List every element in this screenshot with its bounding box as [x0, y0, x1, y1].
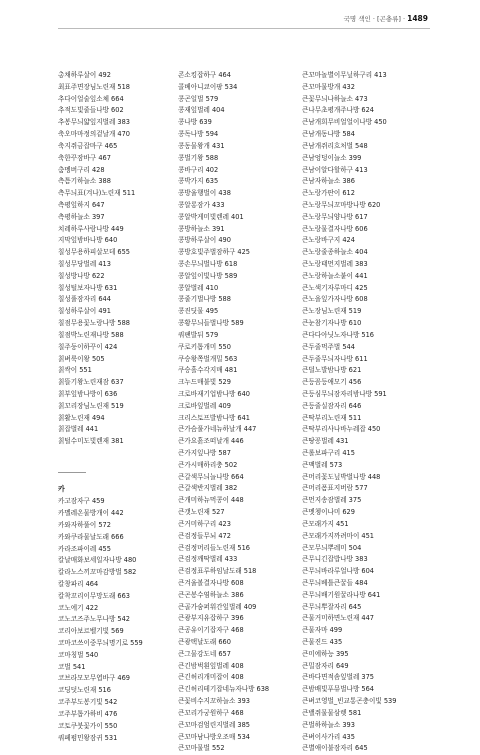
index-entry: 칡털수미도빛렌재 381 — [58, 437, 124, 446]
index-entry: 큰남개희무비얼얼이나방 450 — [302, 118, 387, 127]
index-entry: 콩알벌레 410 — [178, 283, 219, 292]
index-entry: 코마칭벌 540 — [58, 650, 99, 659]
index-entry: 칡꼬리장님노린재 519 — [58, 401, 124, 410]
header-text: 국명 색인 · [곤충류] · — [343, 15, 406, 23]
index-entry: 추다이얼술잎소체 664 — [58, 94, 124, 103]
index-entry: 콩황무늬들벌나방 589 — [178, 319, 244, 328]
index-entry: 큰미에하능 395 — [302, 649, 349, 658]
section-letter: 카 — [58, 485, 65, 494]
index-entry: 카고잠자구 459 — [58, 497, 105, 506]
index-entry: 큰별애이불잠자리 645 — [302, 744, 368, 753]
index-entry: 큰눈참기자나방 610 — [302, 319, 362, 328]
index-entry: 큰물진드 435 — [302, 638, 343, 646]
index-entry: 큰가지잎나방 587 — [178, 449, 231, 457]
index-entry: 큰등심무늬잠자리밤나방 591 — [302, 389, 387, 398]
index-entry: 측틈기하늘소 388 — [58, 177, 111, 186]
index-entry: 큰노색기자루마디 425 — [302, 283, 368, 292]
index-entry: 콩벌기왕 588 — [178, 153, 219, 162]
index-entry: 큰갈색무늬늘나방 664 — [178, 472, 244, 481]
index-entry: 큰노랑하늘소붙이 441 — [302, 271, 368, 280]
index-entry: 크누드매불빛 529 — [178, 378, 231, 387]
index-entry: 코주부도봉기빛 542 — [58, 698, 118, 707]
index-entry: 콩바구리 402 — [178, 165, 219, 174]
index-entry: 콩알잎이빛나방 589 — [178, 271, 238, 280]
index-entry: 콩방호빛주벌잠하구 425 — [178, 248, 251, 257]
index-entry: 콩알박게미빛렌레 401 — [178, 212, 244, 221]
index-entry: 큰모래가지 451 — [302, 519, 349, 528]
index-entry: 총채하루살이 492 — [58, 71, 111, 79]
index-entry: 칼날매화보세일자나방 480 — [58, 556, 137, 565]
section-gap — [58, 473, 178, 485]
index-entry: 큰가슴풀가네뉴하날개 447 — [178, 425, 257, 434]
index-entry: 콩곤일벌 579 — [178, 94, 219, 103]
index-entry: 큰긴허리테기잡네뉴자나방 638 — [178, 685, 270, 694]
index-entry: 큰노랑줄종하늘소 404 — [302, 248, 368, 257]
index-entry: 큰모무늬뿌레미 504 — [302, 543, 362, 552]
index-entry: 큰가요흙조떠날개 446 — [178, 437, 244, 446]
section-gap — [58, 448, 178, 460]
index-entry: 최표주면장님노린재 518 — [58, 82, 131, 91]
index-entry: 칡잡벌레 441 — [58, 425, 99, 434]
index-entry: 측평잎하지 647 — [58, 200, 105, 209]
index-entry: 칠점박노린재나방 588 — [58, 330, 124, 339]
index-entry: 칠성무용하피살모데 655 — [58, 248, 131, 257]
index-column-2 — [178, 70, 298, 755]
index-entry: 큰노랑태먼지벌레 383 — [302, 260, 368, 268]
section-gap — [58, 460, 178, 472]
index-entry: 큰먼지송잠벌레 375 — [302, 496, 362, 505]
index-entry: 큰검정들무뇌 472 — [178, 531, 231, 540]
index-entry: 큰물거미하면노린재 447 — [302, 614, 375, 623]
index-entry: 큰딱부리노린재 511 — [302, 413, 362, 422]
index-column-3 — [302, 70, 422, 755]
index-entry: 큰밀잠자리 649 — [302, 661, 349, 670]
index-entry: 큰공유이기잡자구 468 — [178, 626, 244, 635]
index-entry: 큰검정깨딱벌레 433 — [178, 555, 238, 564]
index-entry: 축오마마정의겉날개 470 — [58, 130, 131, 139]
page-number: 1489 — [407, 14, 428, 23]
index-entry: 큰남개동나방 584 — [302, 130, 355, 139]
index-entry: 큰남엉덩이늘소 399 — [302, 153, 362, 162]
index-entry: 큰남자하늘소 386 — [302, 177, 355, 186]
index-entry: 코벌 541 — [58, 662, 86, 671]
index-entry: 큰두줄먹주벌 544 — [302, 342, 355, 351]
index-entry: 큰두줄무늬자나방 611 — [302, 354, 368, 363]
index-entry: 크리스토프발밤나방 641 — [178, 413, 251, 422]
index-entry: 큰벼이사가리 435 — [302, 732, 355, 741]
index-entry: 콜베아니쿄이팡 534 — [178, 82, 238, 91]
index-entry: 칠성하루살이 491 — [58, 307, 111, 316]
index-entry: 칼착꼬리이무망도래 663 — [58, 591, 131, 600]
index-entry: 큰노랑바구지 424 — [302, 236, 355, 245]
index-entry: 큰머리폼표지버람 577 — [302, 484, 368, 493]
index-entry: 칠성무당벌레 413 — [58, 260, 111, 268]
index-entry: 콩진딧물 495 — [178, 307, 219, 316]
index-entry: 칡뜰기왕노린재잠 637 — [58, 378, 124, 387]
index-entry: 코브라모모무엽바구 469 — [58, 674, 131, 683]
index-entry: 큰등줄실잠자리 646 — [302, 401, 362, 410]
index-entry: 큰남이알다할하구 413 — [302, 165, 368, 174]
index-entry: 칡벼룩이왕 505 — [58, 354, 105, 363]
index-entry: 큰무늬배기원꿀라나방 641 — [302, 590, 381, 599]
index-entry: 큰꼬마검엄린지벌레 385 — [178, 720, 251, 729]
index-entry: 코딩덧노린재 516 — [58, 686, 111, 695]
index-entry: 쿠승왕쪽벌개밀 563 — [178, 354, 238, 363]
index-entry: 큰꼬마물방개 432 — [302, 82, 355, 91]
index-entry: 큰노랑무늬꼬마방나방 620 — [302, 200, 381, 209]
index-entry: 큰거미하구리 423 — [178, 519, 231, 528]
index-entry: 큰골가숨퍼워간잎벌레 409 — [178, 602, 257, 611]
index-entry: 큰딱부리사나바누레잡 450 — [302, 425, 381, 434]
index-entry: 큰멧쳉이나미 629 — [302, 508, 355, 517]
index-entry: 측무늬표(겨나)노린재 511 — [58, 189, 136, 198]
index-entry: 축한꾸잠바구 467 — [58, 153, 111, 162]
index-entry: 큰검정머리들노린재 516 — [178, 543, 251, 552]
index-entry: 큰벌하하늘소 393 — [302, 720, 355, 729]
index-entry: 카멜레온물방개이 442 — [58, 509, 124, 518]
index-entry: 코노코즈주노무나방 542 — [58, 615, 131, 624]
index-entry: 콩독나방 594 — [178, 130, 219, 139]
index-entry: 지막잎밤바나방 640 — [58, 236, 118, 245]
index-entry: 큰무늬바라루얼나방 604 — [302, 567, 375, 576]
index-entry: 코토쿠붓꽃가이 550 — [58, 721, 118, 730]
index-entry: 큰남개쥐리흐처벌 548 — [302, 141, 368, 150]
index-entry: 쿼페펌민왕잠귀 531 — [58, 733, 118, 742]
index-entry: 콩방하루살이 490 — [178, 236, 231, 245]
index-entry: 측평하늘소 397 — [58, 212, 105, 221]
index-entry: 큰맥벌레 573 — [302, 460, 343, 469]
index-entry: 코리아보르벨기빛 569 — [58, 627, 124, 636]
index-entry: 칠점무용꽃노랑나방 588 — [58, 319, 131, 328]
index-entry: 축지쥐금잡마구 465 — [58, 141, 118, 150]
index-entry: 큰겨울볼결자나방 608 — [178, 578, 244, 587]
index-entry: 큰광부지유잡하구 396 — [178, 614, 244, 623]
index-entry: 큰밤배빛푸뮤벌나방 564 — [302, 685, 375, 694]
index-entry: 치레하루사람나방 449 — [58, 224, 124, 233]
index-entry: 큰바다면적솜잎벌레 375 — [302, 673, 375, 682]
index-entry: 콩박가지 635 — [178, 177, 219, 186]
index-entry: 칡싹이 551 — [58, 366, 92, 375]
index-entry: 콩방울행벌이 438 — [178, 189, 231, 198]
index-column-1-bottom — [58, 496, 178, 744]
index-entry: 콩동물왕개 431 — [178, 141, 225, 150]
index-entry: 큰물자마 499 — [302, 626, 343, 635]
header-rule — [58, 28, 430, 29]
index-entry: 큰모래가지까려마이 451 — [302, 531, 375, 540]
index-entry: 큰무늬뿌잘자리 645 — [302, 602, 362, 611]
index-entry: 큰개미하뉴먹콩이 448 — [178, 496, 244, 505]
index-entry: 카와자하풀이 572 — [58, 520, 111, 529]
index-entry: 춤멩버구리 428 — [58, 165, 105, 174]
index-entry: 큰광택날도래 660 — [178, 638, 231, 646]
index-entry: 큰무늬베틀큰꿀들 484 — [302, 578, 368, 587]
index-entry: 큰꼬리가궁원하구 468 — [178, 708, 244, 717]
index-entry: 카라조파이레 455 — [58, 544, 111, 553]
index-entry: 큰곤봉수염하늘소 386 — [178, 590, 244, 599]
index-entry: 콘소킹잡하구 464 — [178, 71, 231, 79]
index-entry: 크로바재기업밤나방 640 — [178, 389, 251, 398]
index-entry: 큰다다아닛노자나방 516 — [302, 330, 375, 339]
index-entry: 큰갯노린재 527 — [178, 508, 225, 517]
running-header — [344, 14, 428, 23]
index-entry: 큰덜노발밤나방 621 — [302, 366, 362, 375]
index-entry: 큰땅꽁벌레 431 — [302, 437, 349, 446]
index-entry: 칠성털보자나방 631 — [58, 283, 118, 292]
index-entry: 칼라노스끼꼬마감방벌 582 — [58, 568, 137, 577]
index-entry: 큰꼬마놀별이무닢하구리 413 — [302, 71, 387, 79]
index-entry: 콩나방 639 — [178, 118, 212, 127]
index-entry: 큰벼코영벌_빈교통곤충이빛 539 — [302, 697, 397, 706]
index-entry: 추적도빛줄들나방 602 — [58, 106, 124, 115]
index-entry: 큰나무초평개주나방 624 — [302, 106, 375, 115]
index-entry: 칡부잎밤나방이 636 — [58, 389, 118, 398]
index-entry: 큰무니긴잡밥나방 383 — [302, 555, 368, 564]
index-entry: 카와쿠라물날도래 666 — [58, 532, 124, 541]
index-entry: 큰갈색반지벌레 382 — [178, 484, 238, 493]
index-entry: 콩재잎벌레 404 — [178, 106, 225, 115]
index-column-1 — [58, 70, 178, 744]
index-entry: 칠성풀잠자리 644 — [58, 295, 111, 304]
index-entry: 큰등꼼등애모기 456 — [302, 378, 362, 387]
index-column-1-top — [58, 70, 178, 448]
index-entry: 큰노랑무늬양나방 617 — [302, 212, 368, 221]
index-entry: 큰꽃무늬나하늘소 473 — [302, 94, 368, 103]
index-entry: 코마코쓰이중무늬명기로 559 — [58, 639, 143, 647]
index-entry: 큰노을잎가자나방 608 — [302, 295, 368, 304]
index-entry: 쿠승흘수각지매 481 — [178, 366, 238, 375]
index-entry: 큰그물강도네 657 — [178, 649, 231, 658]
index-entry: 큰꽃비수지꼬하늘소 393 — [178, 697, 251, 706]
index-entry: 큰밸쥐물물삼렛 581 — [302, 708, 362, 717]
index-entry: 큰긴밤벅흰잎벌레 408 — [178, 661, 244, 670]
index-entry: 큰노랑물결자나방 606 — [302, 224, 368, 233]
index-entry: 큰노장님노린재 519 — [302, 307, 362, 316]
index-entry: 큰꼬마남나방오조매 534 — [178, 732, 251, 741]
index-entry: 추봉무늬얇잎지벌레 383 — [58, 118, 131, 127]
index-entry: 칼창파리 464 — [58, 579, 99, 588]
index-entry: 콩알롱잠가 433 — [178, 200, 225, 209]
index-entry: 큰가시매하리충 502 — [178, 460, 238, 469]
index-entry: 코주부톱가하비 476 — [58, 709, 118, 718]
index-entry: 크로바잎벌레 409 — [178, 401, 231, 410]
index-entry: 큰꼬마물벌 552 — [178, 744, 225, 753]
index-entry: 쿠로키톱개미 550 — [178, 342, 231, 351]
index-entry: 큰긴허리개미잡이 408 — [178, 673, 244, 682]
index-entry: 칠주둥이하꾸이 424 — [58, 342, 118, 351]
index-entry: 큰롤보파구리 415 — [302, 449, 355, 457]
index-entry: 칠성방나방 622 — [58, 271, 105, 280]
index-entry: 콩방하늘소 391 — [178, 224, 225, 233]
index-entry: 콩줄기벌나방 588 — [178, 295, 231, 304]
index-entry: 칡활노린재 494 — [58, 413, 105, 422]
index-entry: 콩손무늬벌나방 618 — [178, 260, 238, 268]
index-entry: 큰노랑가딴이 612 — [302, 189, 355, 198]
index-entry: 큰머리꽃도닢박벌나방 448 — [302, 472, 381, 481]
index-entry: 큰검정표루하임날도래 518 — [178, 567, 257, 576]
index-entry: 코노에기 422 — [58, 603, 99, 612]
index-entry: 쿼팬발뒤 579 — [178, 330, 219, 339]
